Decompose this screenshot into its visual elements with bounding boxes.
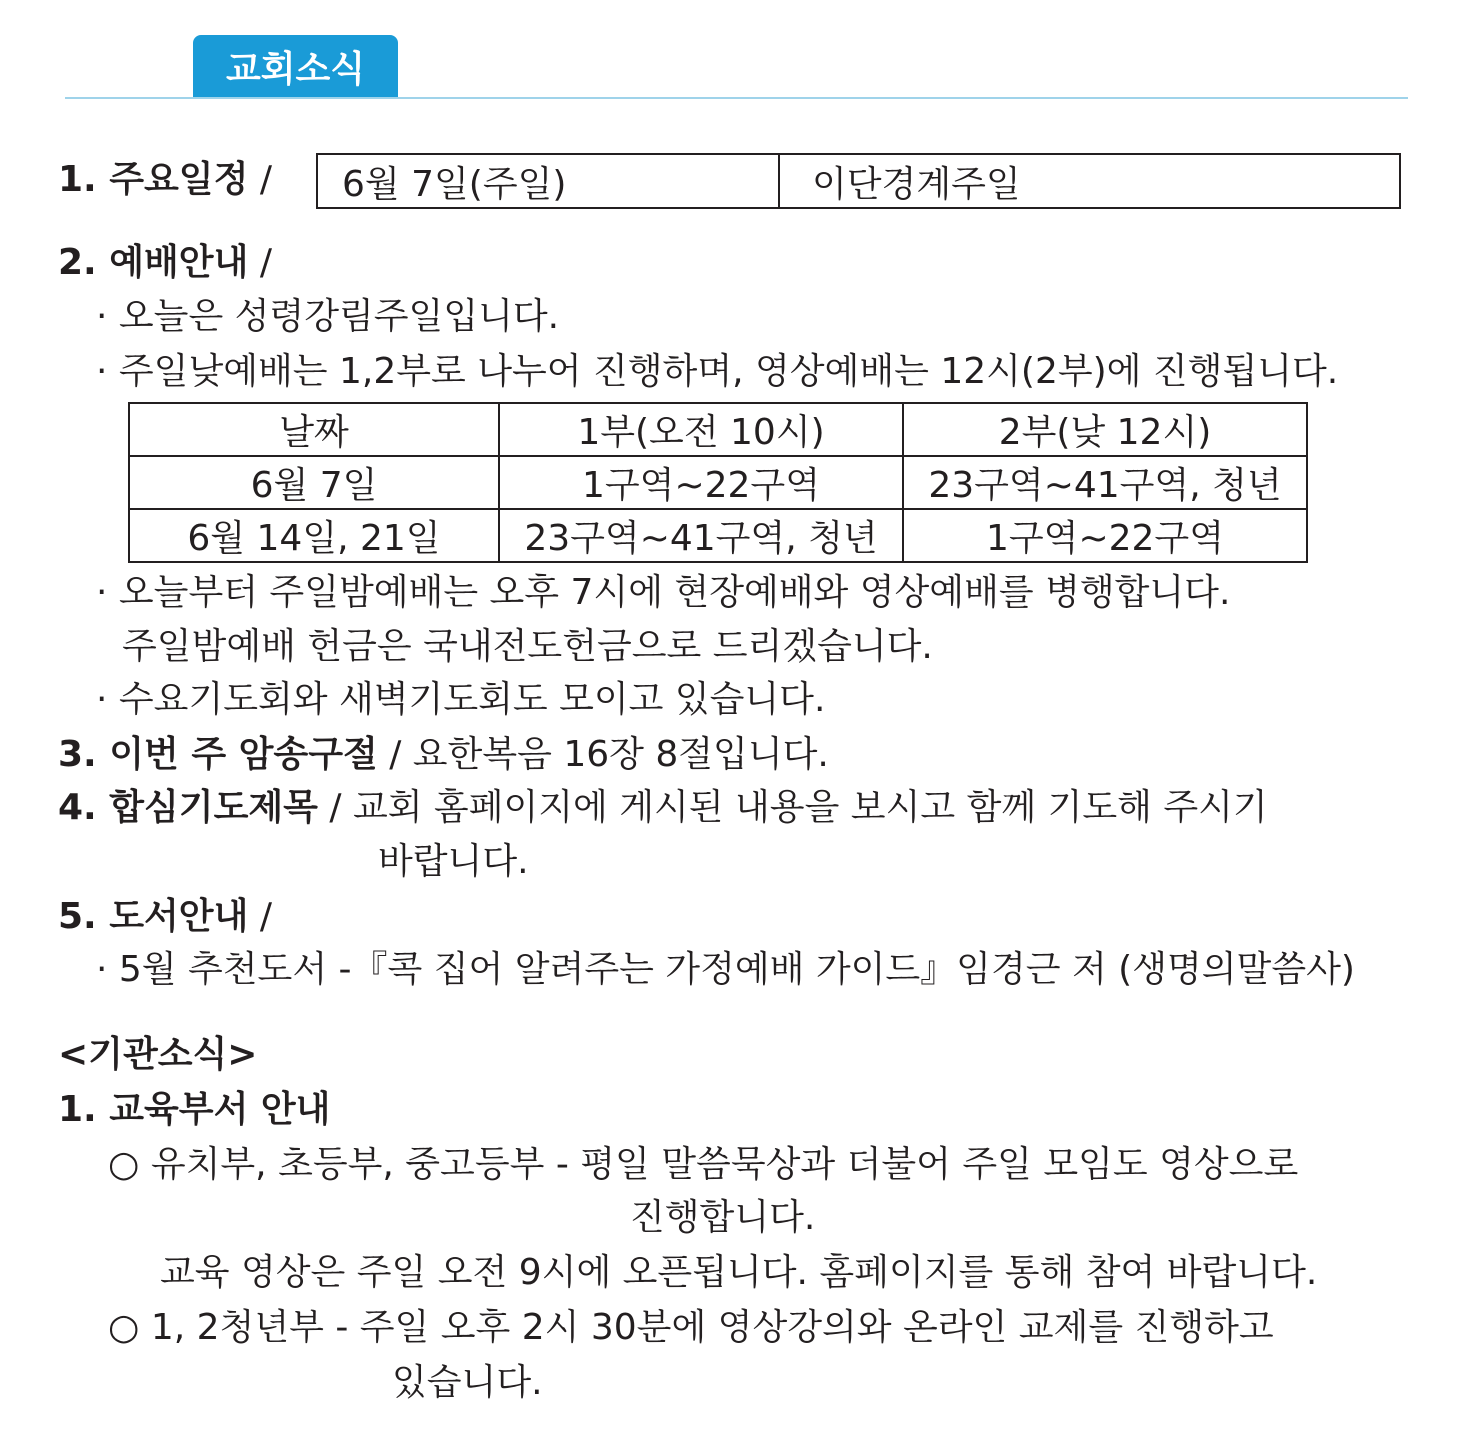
title-text: 4. 합심기도제목: [58, 787, 318, 828]
bullet-continued: 주일밤예배 헌금은 국내전도헌금으로 드리겠습니다.: [122, 626, 933, 667]
table-row: [129, 456, 1307, 509]
section-2-title: [58, 238, 272, 288]
cell: 6월 7일: [129, 456, 499, 509]
bullet: · 수요기도회와 새벽기도회도 모이고 있습니다.: [96, 679, 826, 720]
cell: 1구역~22구역: [499, 456, 903, 509]
section-4-continued: 바랍니다.: [378, 841, 529, 882]
bullet: · 오늘은 성령강림주일입니다.: [96, 296, 560, 337]
org-news-title: <기관소식>: [58, 1034, 258, 1075]
section-text: / 요한복음 16장 8절입니다.: [377, 734, 829, 775]
header-cell: 1부(오전 10시): [499, 403, 903, 456]
title-text: 5. 도서안내: [58, 896, 249, 937]
list-item: ○ 1, 2청년부 - 주일 오후 2시 30분에 영상강의와 온라인 교제를 진행하고: [108, 1307, 1274, 1348]
list-item-continued: 진행합니다.: [630, 1197, 816, 1238]
church-news-tab: 교회소식: [193, 35, 398, 98]
section-1-title: [58, 155, 272, 205]
title-text: 3. 이번 주 암송구절: [58, 734, 378, 775]
schedule-date: 6월 7일(주일): [317, 154, 779, 208]
list-item-note: 교육 영상은 주일 오전 9시에 오픈됩니다. 홈페이지를 통해 참여 바랍니다.: [160, 1252, 1318, 1293]
title-text: 1. 주요일정: [58, 159, 249, 200]
schedule-table: [316, 153, 1401, 209]
separator: /: [248, 896, 272, 937]
title-text: 2. 예배안내: [58, 242, 249, 283]
header-cell: 2부(낮 12시): [903, 403, 1307, 456]
bullet: · 5월 추천도서 -『콕 집어 알려주는 가정예배 가이드』임경근 저 (생명의말씀사): [96, 949, 1355, 990]
list-item-continued: 있습니다.: [392, 1362, 543, 1403]
cell: 23구역~41구역, 청년: [499, 509, 903, 562]
separator: /: [248, 159, 272, 200]
org-section-1-title: 1. 교육부서 안내: [58, 1089, 331, 1130]
section-4: [58, 783, 1268, 833]
schedule-event: 이단경계주일: [779, 154, 1400, 208]
list-item: ○ 유치부, 초등부, 중고등부 - 평일 말씀묵상과 더불어 주일 모임도 영상으로: [108, 1144, 1299, 1185]
section-3: [58, 730, 829, 780]
section-5-title: [58, 892, 272, 942]
cell: 23구역~41구역, 청년: [903, 456, 1307, 509]
cell: 1구역~22구역: [903, 509, 1307, 562]
section-text: / 교회 홈페이지에 게시된 내용을 보시고 함께 기도해 주시기: [317, 787, 1268, 828]
table-row: [129, 509, 1307, 562]
cell: 6월 14일, 21일: [129, 509, 499, 562]
header-divider: [65, 97, 1408, 99]
header-cell: 날짜: [129, 403, 499, 456]
worship-table: [128, 402, 1308, 563]
separator: /: [248, 242, 272, 283]
bullet: · 오늘부터 주일밤예배는 오후 7시에 현장예배와 영상예배를 병행합니다.: [96, 572, 1231, 613]
table-header-row: [129, 403, 1307, 456]
bullet: · 주일낮예배는 1,2부로 나누어 진행하며, 영상예배는 12시(2부)에 진행됩니다.: [96, 351, 1339, 392]
